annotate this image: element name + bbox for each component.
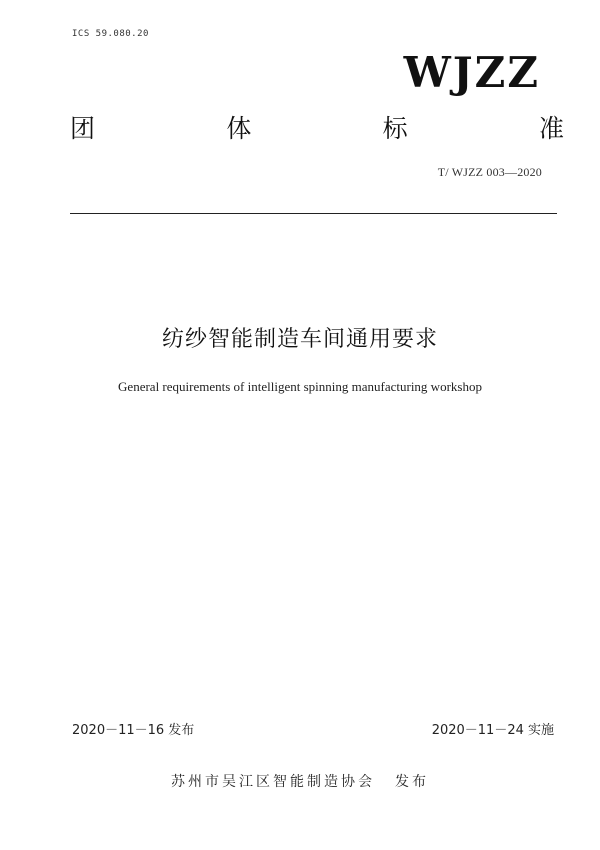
standard-type-heading [70,116,564,141]
issuer-action: 发布 [395,774,429,790]
header-divider [70,213,557,214]
document-title-english: General requirements of intelligent spinning manufacturing workshop [118,379,482,394]
implementation-date: 2020－11－24 实施 [431,723,554,738]
standard-type-char: 体 [226,114,252,143]
document-title-chinese: 纺纱智能制造车间通用要求 [161,327,438,352]
standard-type-char: 标 [382,114,408,143]
standard-type-char: 准 [538,114,564,143]
publish-date: 2020－11－16 发布 [72,723,195,738]
standard-type-char: 团 [70,114,96,143]
issuer-name: 苏州市吴江区智能制造协会 [171,774,375,790]
issuing-organization [0,771,600,791]
standard-code: T/ WJZZ 003—2020 [437,165,542,179]
ics-code: ICS 59.080.20 [72,29,149,39]
organization-logo: WJZZ [403,48,540,97]
